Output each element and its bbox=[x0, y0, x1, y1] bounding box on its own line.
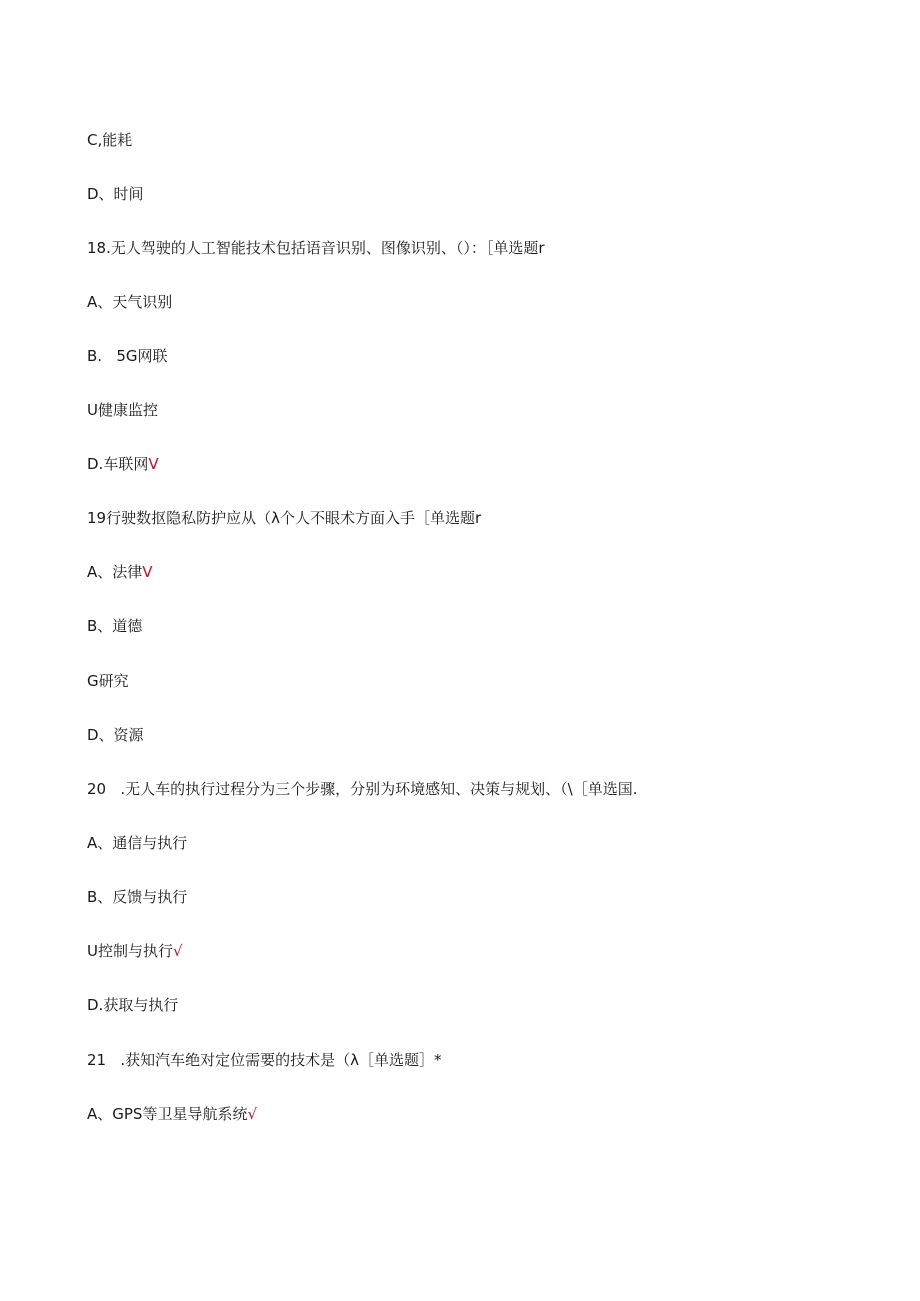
q20-option-d: D.获取与执行 bbox=[87, 996, 179, 1014]
q18-option-a: A、天气识别 bbox=[87, 293, 173, 311]
q20-option-a: A、通信与执行 bbox=[87, 834, 188, 852]
question-18: 18.无人驾驶的人工智能技术包括语音识别、图像识别、（）：［单选题r bbox=[87, 239, 545, 257]
q18-option-d: D.车联网V bbox=[87, 455, 159, 473]
q18-option-c: U健康监控 bbox=[87, 401, 158, 419]
q20-option-c: U控制与执行√ bbox=[87, 942, 183, 960]
question-19: 19行驶数抠隐私防护应从（λ个人不眼术方面入手［单选题r bbox=[87, 509, 482, 527]
q21-option-a: A、GPS等卫星导航系统√ bbox=[87, 1105, 258, 1123]
correct-check-mark: √ bbox=[172, 942, 183, 960]
q19-option-c: G研究 bbox=[87, 672, 129, 690]
option-d-time: D、时间 bbox=[87, 185, 144, 203]
q18-option-b: B. 5G网联 bbox=[87, 347, 168, 365]
q19-option-b: B、道德 bbox=[87, 617, 143, 635]
option-c-energy: C,能耗 bbox=[87, 131, 133, 149]
q19-option-a: A、法律V bbox=[87, 563, 153, 581]
question-21: 21 .获知汽车绝对定位需要的技术是（λ［单选题］* bbox=[87, 1051, 442, 1069]
correct-check-mark: V bbox=[142, 563, 153, 581]
correct-check-mark: V bbox=[148, 455, 159, 473]
correct-check-mark: √ bbox=[247, 1105, 258, 1123]
question-20: 20 .无人车的执行过程分为三个步骤，分别为环境感知、决策与规划、（\［单选国. bbox=[87, 780, 638, 798]
q19-option-d: D、资源 bbox=[87, 726, 144, 744]
q20-option-b: B、反馈与执行 bbox=[87, 888, 188, 906]
